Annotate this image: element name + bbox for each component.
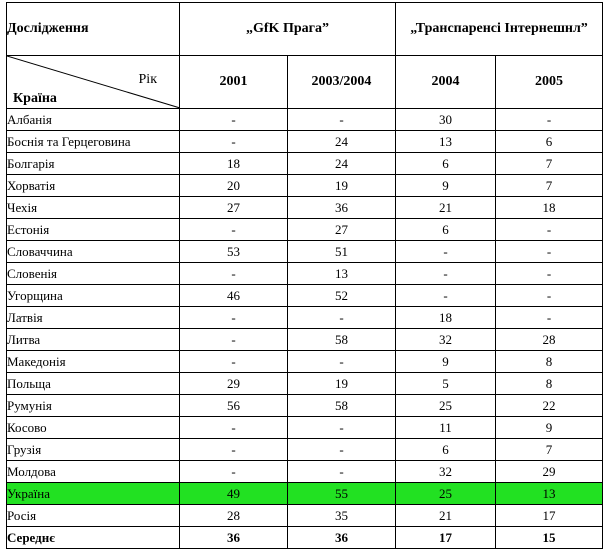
value-cell: 6 [396,219,496,241]
country-cell: Польща [7,373,180,395]
value-cell: 15 [496,527,603,549]
value-cell: - [496,241,603,263]
table-row [7,197,603,219]
country-cell: Естонія [7,219,180,241]
value-cell: - [496,263,603,285]
year-header-2004: 2004 [396,56,496,109]
value-cell: 53 [180,241,288,263]
value-cell: - [496,285,603,307]
value-cell: 27 [180,197,288,219]
table-row [7,373,603,395]
country-cell: Молдова [7,461,180,483]
table-row [7,461,603,483]
value-cell: 28 [180,505,288,527]
country-cell: Румунія [7,395,180,417]
country-cell: Боснія та Герцеговина [7,131,180,153]
country-cell: Косово [7,417,180,439]
country-cell: Словаччина [7,241,180,263]
value-cell: 9 [496,417,603,439]
year-axis-label: Рік [138,72,157,87]
value-cell: - [288,351,396,373]
value-cell: - [180,131,288,153]
value-cell: - [180,351,288,373]
value-cell: 20 [180,175,288,197]
value-cell: - [288,439,396,461]
average-row [7,527,603,549]
value-cell: 36 [180,527,288,549]
value-cell: - [396,263,496,285]
value-cell: 51 [288,241,396,263]
value-cell: 58 [288,329,396,351]
value-cell: 56 [180,395,288,417]
value-cell: 32 [396,329,496,351]
table-row [7,351,603,373]
value-cell: 18 [396,307,496,329]
value-cell: 9 [396,351,496,373]
gfk-header: „GfK Прага” [180,3,396,56]
value-cell: 28 [496,329,603,351]
value-cell: 27 [288,219,396,241]
country-cell: Хорватія [7,175,180,197]
value-cell: 8 [496,351,603,373]
research-header: Дослідження [7,3,180,56]
country-cell: Болгарія [7,153,180,175]
value-cell: - [180,307,288,329]
country-cell: Угорщина [7,285,180,307]
country-cell: Латвія [7,307,180,329]
value-cell: - [288,109,396,131]
value-cell: - [180,417,288,439]
value-cell: 22 [496,395,603,417]
table-row [7,131,603,153]
table-row [7,417,603,439]
country-cell: Чехія [7,197,180,219]
value-cell: 6 [496,131,603,153]
value-cell: - [396,285,496,307]
value-cell: - [180,329,288,351]
value-cell: 18 [496,197,603,219]
value-cell: - [496,307,603,329]
value-cell: 6 [396,439,496,461]
value-cell: - [180,109,288,131]
value-cell: 46 [180,285,288,307]
value-cell: - [396,241,496,263]
table-row [7,483,603,505]
table-row [7,395,603,417]
ti-header: „Транспаренсі Інтернешнл” [396,3,603,56]
value-cell: 13 [396,131,496,153]
country-cell: Росія [7,505,180,527]
value-cell: 36 [288,527,396,549]
value-cell: 13 [496,483,603,505]
value-cell: 7 [496,439,603,461]
header-row-sources [7,3,603,56]
table-row [7,175,603,197]
value-cell: - [180,461,288,483]
table-row [7,153,603,175]
value-cell: 17 [496,505,603,527]
value-cell: 19 [288,175,396,197]
table-row [7,263,603,285]
value-cell: 6 [396,153,496,175]
value-cell: 7 [496,153,603,175]
value-cell: 24 [288,153,396,175]
value-cell: 5 [396,373,496,395]
value-cell: 58 [288,395,396,417]
table-row [7,109,603,131]
value-cell: 32 [396,461,496,483]
country-axis-label: Країна [13,91,57,106]
value-cell: 52 [288,285,396,307]
country-cell: Албанія [7,109,180,131]
value-cell: - [180,263,288,285]
value-cell: 24 [288,131,396,153]
value-cell: - [496,219,603,241]
diagonal-header-cell [7,56,180,109]
value-cell: 13 [288,263,396,285]
country-cell: Литва [7,329,180,351]
value-cell: 11 [396,417,496,439]
value-cell: 7 [496,175,603,197]
country-cell: Словенія [7,263,180,285]
value-cell: - [496,109,603,131]
country-cell: Середнє [7,527,180,549]
value-cell: 36 [288,197,396,219]
table-row [7,307,603,329]
value-cell: 55 [288,483,396,505]
survey-table [6,2,603,549]
value-cell: - [180,219,288,241]
year-header-2001: 2001 [180,56,288,109]
table-row [7,329,603,351]
table-row [7,505,603,527]
value-cell: 29 [496,461,603,483]
value-cell: 49 [180,483,288,505]
value-cell: 19 [288,373,396,395]
value-cell: 9 [396,175,496,197]
year-header-2003-2004: 2003/2004 [288,56,396,109]
value-cell: 30 [396,109,496,131]
value-cell: 29 [180,373,288,395]
country-cell: Грузія [7,439,180,461]
value-cell: 21 [396,505,496,527]
value-cell: 17 [396,527,496,549]
value-cell: 25 [396,395,496,417]
header-row-years [7,56,603,109]
value-cell: 35 [288,505,396,527]
table-row [7,439,603,461]
country-cell: Македонія [7,351,180,373]
value-cell: 21 [396,197,496,219]
value-cell: 8 [496,373,603,395]
value-cell: - [180,439,288,461]
year-header-2005: 2005 [496,56,603,109]
value-cell: - [288,307,396,329]
value-cell: 18 [180,153,288,175]
table-row [7,285,603,307]
table-row [7,219,603,241]
value-cell: 25 [396,483,496,505]
country-cell: Україна [7,483,180,505]
value-cell: - [288,417,396,439]
table-row [7,241,603,263]
value-cell: - [288,461,396,483]
